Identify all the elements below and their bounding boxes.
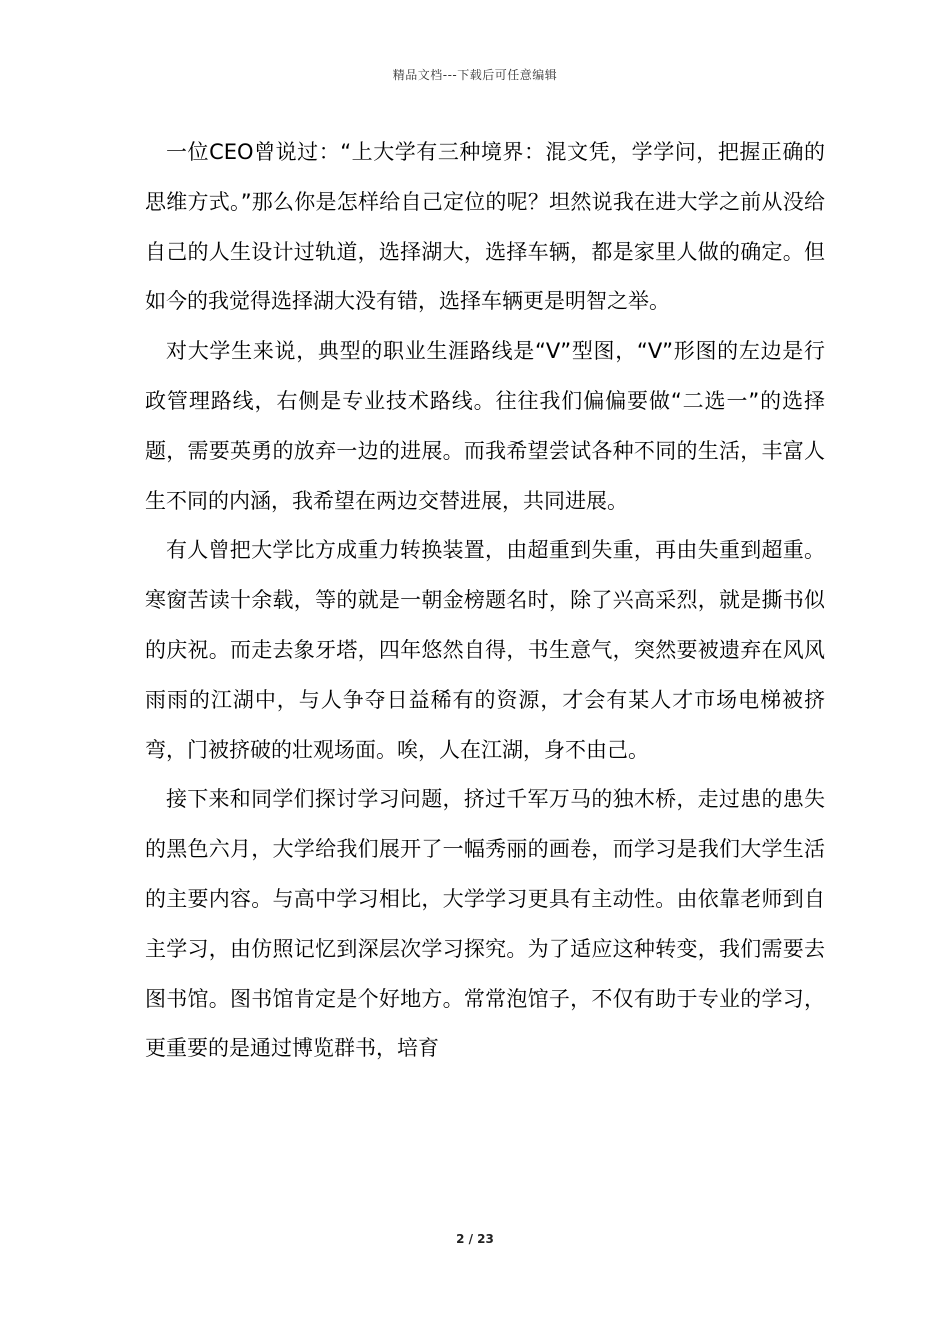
page-header: 精品文档---下载后可任意编辑 [392, 68, 558, 82]
paragraph-3: 有人曾把大学比方成重力转换装置，由超重到失重，再由失重到超重。寒窗苦读十余载，等的就是一朝金榜题名时，除了兴高采烈，就是撕书似的庆祝。而走去象牙塔，四年悠然自得，书生意气，突然要被遗弃在风风雨雨的江湖中，与人争夺日益稀有的资源，才会有某人才市场电梯被挤弯，门被挤破的壮观场面。唉，人在江湖，身不由己。 [145, 538, 825, 762]
paragraph-4: 接下来和同学们探讨学习问题，挤过千军万马的独木桥，走过患的患失的黑色六月，大学给我们展开了一幅秀丽的画卷，而学习是我们大学生活的主要内容。与高中学习相比，大学学习更具有主动性。由依靠老师到自主学习，由仿照记忆到深层次学习探究。为了适应这种转变，我们需要去图书馆。图书馆肯定是个好地方。常常泡馆子，不仅有助于专业的学习，更重要的是通过博览群书，培育 [145, 787, 825, 1061]
document-body [145, 128, 825, 1074]
paragraph-1: 一位CEO曾说过：“上大学有三种境界：混文凭，学学问，把握正确的思维方式。”那么你是怎样给自己定位的呢？坦然说我在进大学之前从没给自己的人生设计过轨道，选择湖大，选择车辆，都是家里人做的确定。但如今的我觉得选择湖大没有错，选择车辆更是明智之举。 [145, 140, 825, 314]
page-number: 2 / 23 [456, 1232, 494, 1246]
paragraph-2: 对大学生来说，典型的职业生涯路线是“V”型图，“V”形图的左边是行政管理路线，右侧是专业技术路线。往往我们偏偏要做“二选一”的选择题，需要英勇的放弃一边的进展。而我希望尝试各种不同的生活，丰富人生不同的内涵，我希望在两边交替进展，共同进展。 [145, 339, 825, 513]
